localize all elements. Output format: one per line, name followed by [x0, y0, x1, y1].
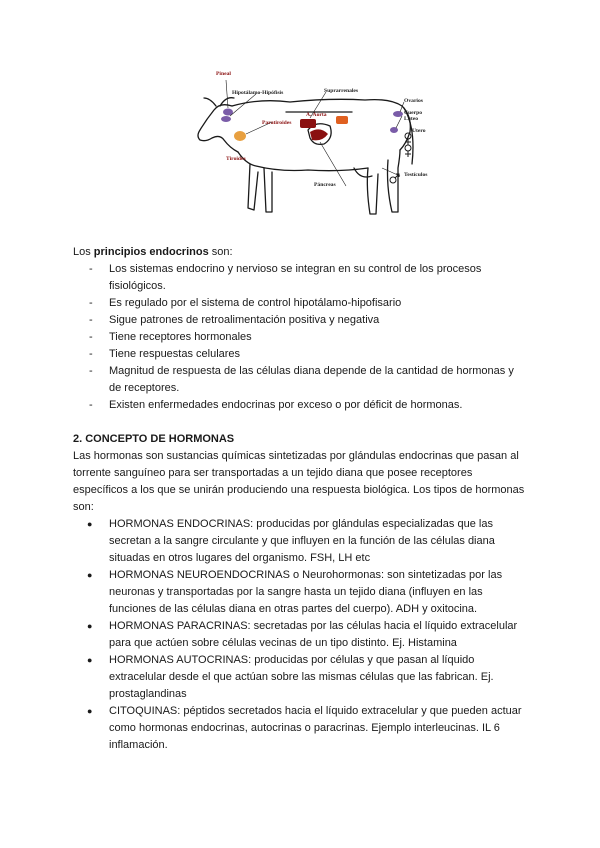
utero-organ: [390, 127, 398, 133]
label-aorta: A. Aorta: [306, 112, 327, 118]
hipofisis-organ: [221, 116, 231, 122]
list-item: - Existen enfermedades endocrinas por exceso o por déficit de hormonas.: [73, 397, 528, 414]
intro-text-pre: Los: [73, 246, 94, 258]
label-utero: Utero: [412, 128, 426, 134]
ovario-organ: [393, 111, 403, 117]
list-item: - Los sistemas endocrino y nervioso se integran en su control de los procesos fisiológicos.: [73, 261, 528, 295]
rinon-organ: [336, 116, 348, 124]
list-item: - Tiene respuestas celulares: [73, 346, 528, 363]
cow-endocrine-figure: [190, 68, 440, 228]
tipos-hormonas-list: [73, 516, 528, 754]
cow-drawing: [190, 68, 440, 228]
label-tiroides: Tiroides: [226, 156, 246, 162]
list-item: - Es regulado por el sistema de control hipotálamo-hipofisario: [73, 295, 528, 312]
principios-intro: [73, 244, 528, 261]
label-cuerpo-luteo: Cuerpo Luteo: [404, 110, 423, 122]
list-item: - Sigue patrones de retroalimentación positiva y negativa: [73, 312, 528, 329]
list-item: - Magnitud de respuesta de las células diana depende de la cantidad de hormonas y de receptores.: [73, 363, 528, 397]
label-pineal: Pineal: [216, 71, 231, 77]
list-item: ● HORMONAS NEUROENDOCRINAS o Neurohormonas: son sintetizadas por las neuronas y transportadas por la sangre hasta un tejido diana (influyen en las funciones de las células diana en otras partes del cuerpo). ADH y oxitocina.: [73, 567, 528, 618]
label-paratiroides: Paratiroides: [262, 120, 292, 126]
list-item: ● CITOQUINAS: péptidos secretados hacia el líquido extracelular y que pueden actuar como hormonas endocrinas, autocrinas o paracrinas. Ejemplo interleucinas. IL 6 inflamación.: [73, 703, 528, 754]
suprarrenal-organ: [300, 119, 316, 128]
label-suprarrenales: Suprarrenales: [324, 88, 359, 94]
label-hipotalamo: Hipotálamo-Hipófisis: [232, 90, 284, 96]
section-heading: 2. CONCEPTO DE HORMONAS: [73, 433, 235, 445]
label-ovarios: Ovarios: [404, 98, 423, 104]
intro-text-bold: principios endocrinos: [93, 246, 209, 258]
label-pancreas: Páncreas: [314, 182, 336, 188]
document-content: [73, 244, 528, 754]
pancreas-organ: [310, 129, 328, 140]
list-item: - Tiene receptores hormonales: [73, 329, 528, 346]
concepto-paragraph: Las hormonas son sustancias químicas sintetizadas por glándulas endocrinas que pasan al torrente sanguíneo para ser transportadas a un tejido diana que posee receptores específicos a los que se unirán produciendo una respuesta biológica. Los tipos de hormonas son:: [73, 450, 525, 513]
list-item: ● HORMONAS AUTOCRINAS: producidas por células y que pasan al líquido extracelular desde el que actúan sobre las mismas células que las fabrican. Ej. prostaglandinas: [73, 652, 528, 703]
tiroides-organ: [234, 131, 246, 141]
intro-text-post: son:: [208, 246, 233, 258]
list-item: ● HORMONAS PARACRINAS: secretadas por las células hacia el líquido extracelular para que actúen sobre células vecinas de un tipo distinto. Ej. Histamina: [73, 618, 528, 652]
principios-list: [73, 261, 528, 414]
label-testiculos: Testículos: [404, 172, 428, 178]
list-item: ● HORMONAS ENDOCRINAS: producidas por glándulas especializadas que las secretan a la sangre circulante y que influyen en la función de las células diana situadas en otros lugares del organismo. FSH, LH etc: [73, 516, 528, 567]
